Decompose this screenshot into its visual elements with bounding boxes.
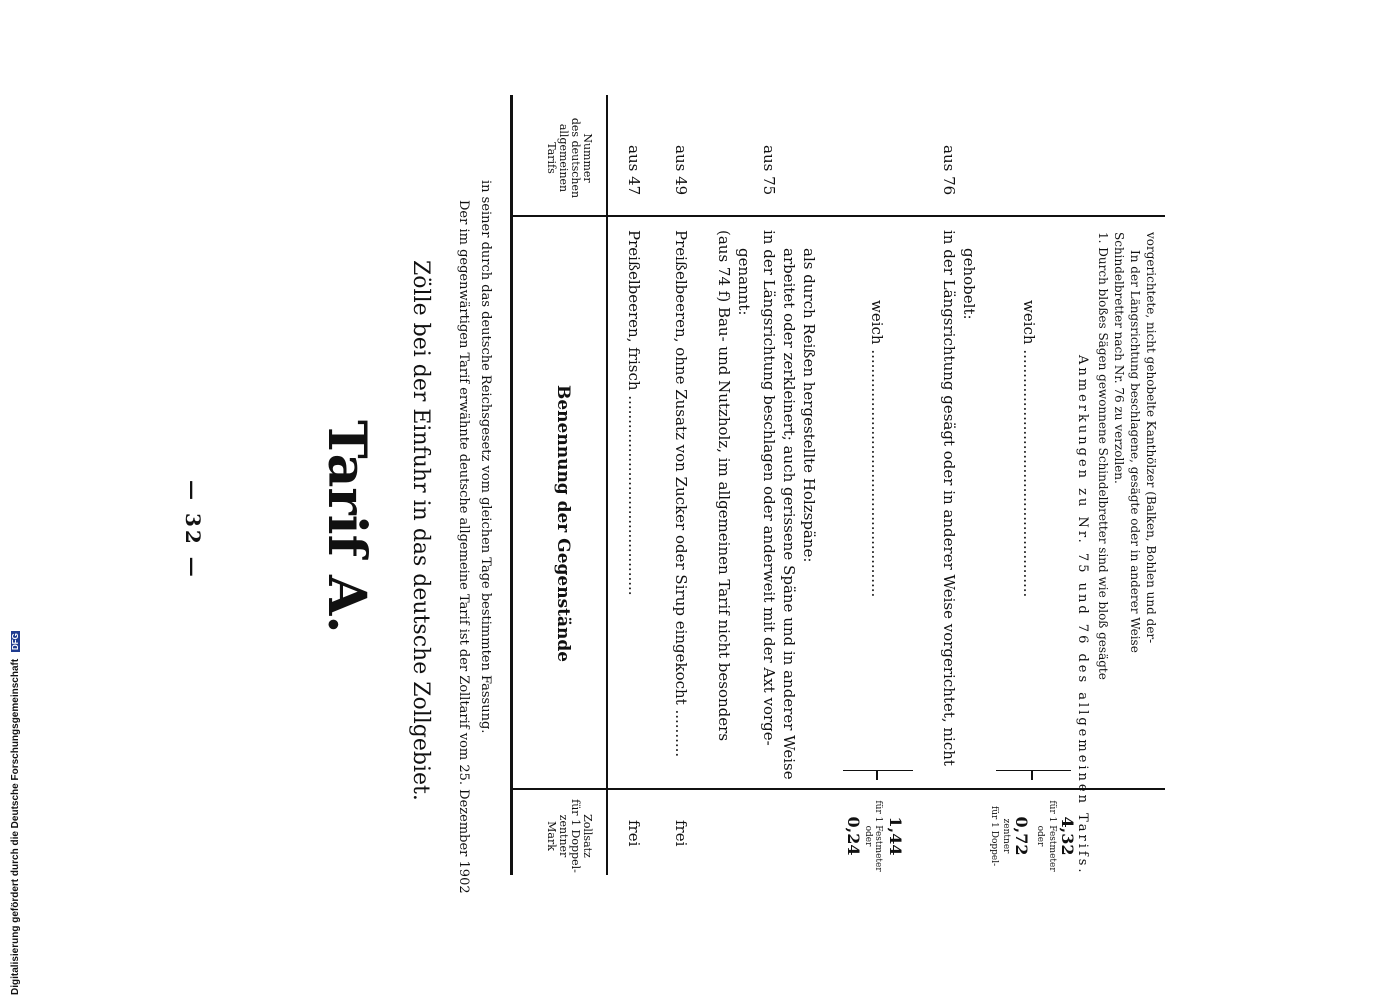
- row-rate-7-unit-1: für 1 Doppel-: [989, 805, 999, 867]
- row-rate-5-value-2: 1,44: [886, 816, 905, 856]
- row-desc-6b: gehobelt:: [960, 248, 978, 320]
- intro-text-line-1: Der im gegenwärtigen Tarif erwähnte deutsche allgemeine Tarif ist der Zolltarif vom 25. Dezember 1902: [456, 200, 471, 894]
- row-rate-5-value: 0,24: [844, 816, 863, 856]
- header-number-line2: des deutschen: [569, 117, 582, 199]
- brace-1-tip: [877, 770, 879, 780]
- row-desc-1: Preißelbeeren, frisch ..........................................: [625, 230, 643, 596]
- row-desc-5: weich ....................................................: [868, 300, 886, 598]
- credit-text: Digitalisierung gefördert durch die Deutsche Forschungsgemeinschaft: [10, 658, 21, 995]
- header-rate-line1: Zollsatz: [581, 814, 594, 858]
- row-code-aus-47: aus 47: [625, 145, 643, 196]
- notes-line-2: Schindelbretter nach Nr. 76 zu verzollen.: [1112, 232, 1126, 484]
- header-number-line1: Nummer: [581, 133, 594, 183]
- row-desc-2: Preißelbeeren, ohne Zusatz von Zucker oder Sirup eingekocht ..........: [672, 230, 690, 758]
- header-goods-col: Benennung der Gegenstände: [553, 385, 573, 663]
- notes-line-4: vorgerichtete, nicht gehobelte Kanthölzer (Balken, Bohlen und der-: [1144, 232, 1158, 644]
- row-rate-5-or: oder: [863, 825, 873, 847]
- row-desc-4c: als durch Reißen hergestellte Holzspäne:: [800, 248, 818, 563]
- page-number: — 32 —: [181, 480, 205, 580]
- header-rate-line4: Mark: [545, 821, 558, 851]
- dfg-logo: DFG: [10, 633, 20, 651]
- brace-2-tip: [1032, 770, 1034, 780]
- row-desc-4b: arbeitet oder zerkleinert; auch gerissene Späne und in anderer Weise: [780, 248, 798, 780]
- notes-line-1: 1. Durch bloßes Sägen gewonnene Schindelbretter sind wie bloß gesägte: [1096, 232, 1110, 680]
- row-desc-3b: genannt:: [735, 248, 753, 316]
- brace-2: [996, 760, 1071, 771]
- header-number-col: [545, 110, 593, 206]
- header-number-line4: Tarifs: [545, 142, 558, 174]
- notes-line-3: In der Längsrichtung beschlagene, gesägte oder in anderer Weise: [1128, 250, 1142, 653]
- header-rate-line3: zentner: [557, 814, 570, 858]
- digitization-credit: [10, 631, 21, 995]
- row-rate-7-value-2: 4,32: [1058, 816, 1077, 856]
- header-rate-col: [545, 796, 593, 876]
- intro-text-line-2: in seiner durch das deutsche Reichsgesetz vom gleichen Tage bestimmten Fassung.: [478, 180, 493, 734]
- notes-heading: Anmerkungen zu Nr. 75 und 76 des allgemeinen Tarifs.: [1075, 355, 1090, 876]
- row-rate-7-or: oder: [1035, 825, 1045, 847]
- row-desc-3: (aus 74 f) Bau- und Nutzholz, im allgemeinen Tarif nicht besonders: [715, 230, 733, 742]
- brace-1: [843, 760, 913, 771]
- row-rate-1: frei: [625, 820, 643, 847]
- table-column-divider-1: [513, 215, 1165, 217]
- row-rate-2: frei: [672, 820, 690, 847]
- header-number-line3: allgemeinen: [557, 123, 570, 193]
- row-rate-5-unit: für 1 Festmeter: [873, 800, 883, 872]
- header-rate-line2: für 1 Doppel-: [569, 799, 582, 873]
- page-title: Tarif A.: [316, 420, 377, 634]
- row-code-aus-49: aus 49: [672, 145, 690, 196]
- row-code-aus-76: aus 76: [940, 145, 958, 196]
- row-desc-4: in der Längsrichtung beschlagen oder anderweit mit der Axt vorge-: [760, 230, 778, 746]
- row-rate-7-unit-3: für 1 Festmeter: [1047, 800, 1057, 872]
- row-desc-7: weich ....................................................: [1020, 300, 1038, 598]
- row-rate-7-unit-2: zentner: [1001, 818, 1011, 854]
- row-code-aus-75: aus 75: [760, 145, 778, 196]
- row-desc-6: in der Längsrichtung gesägt oder in anderer Weise vorgerichtet, nicht: [940, 230, 958, 766]
- table-header-rule: [607, 95, 609, 875]
- page-subtitle: Zölle bei der Einfuhr in das deutsche Zollgebiet.: [408, 260, 433, 801]
- row-rate-7-value: 0,72: [1012, 816, 1031, 856]
- table-column-divider-2: [513, 788, 1165, 790]
- table-top-rule: [510, 95, 513, 875]
